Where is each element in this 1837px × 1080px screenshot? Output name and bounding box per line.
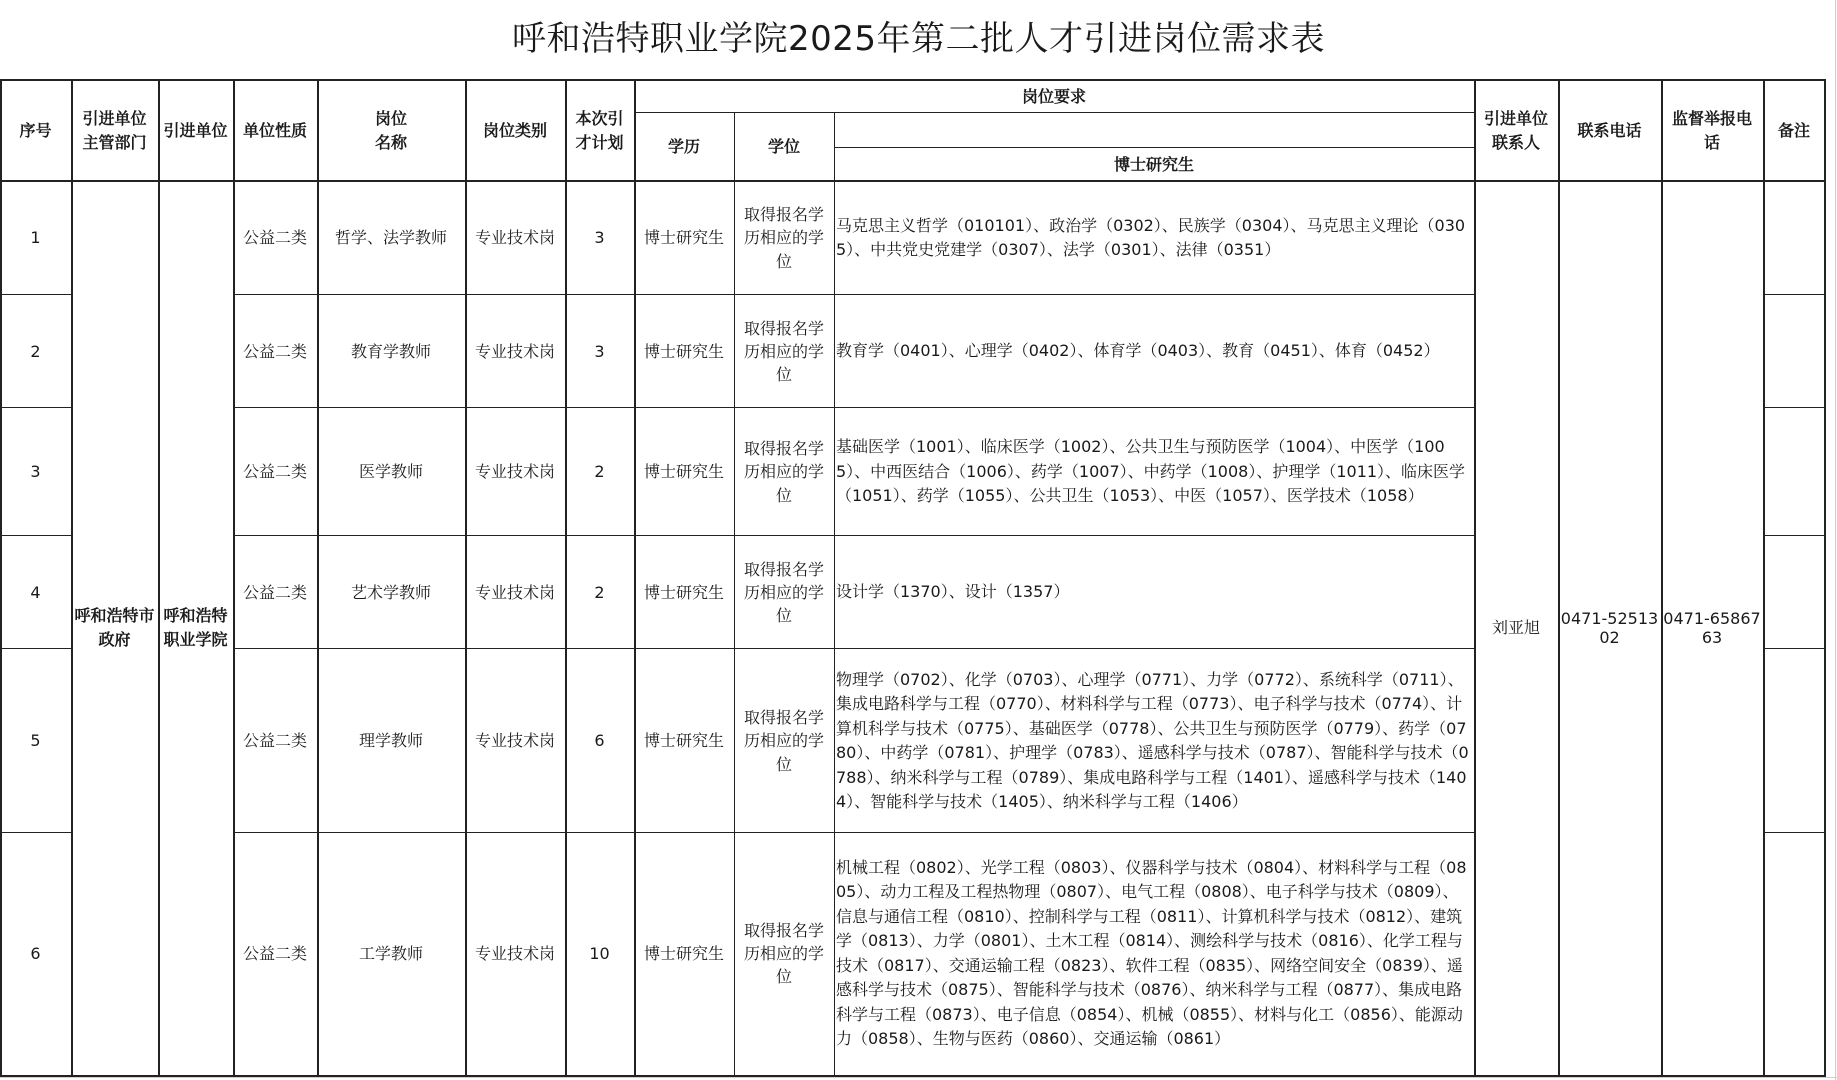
grid-line: [1763, 294, 1826, 295]
row-4-edu: 博士研究生: [643, 582, 724, 602]
row-4-plan: 2: [594, 582, 605, 602]
row-5-majors: 物理学（0702）、化学（0703）、心理学（0771）、力学（0772）、系统科学（0711）、集成电路科学与工程（0770）、材料科学与工程（0773）、电子科学与技术（0774）、计算机科学与技术（0775）、基础医学（0778）、公共卫生与预防医学（0779）、药学（0780）、中药学（0781）、护理学（0783）、遥感科学与技术（0787）、智能科学与技术（0788）、纳米科学与工程（0789）、集成电路科学与工程（1401）、遥感科学与技术（1404）、智能科学与技术（1405）、纳米科学与工程（1406）: [836, 669, 1469, 811]
row-4-degree: 取得报名学历相应的学位: [743, 559, 824, 626]
header-dept: 引进单位主管部门: [82, 109, 147, 152]
contact-cell: 刘亚旭: [1491, 617, 1540, 637]
row-2-seq: 2: [30, 341, 41, 361]
grid-line: [1835, 0, 1836, 1080]
row-2-post-type: 专业技术岗: [474, 341, 555, 361]
row-6-majors: 机械工程（0802）、光学工程（0803）、仪器科学与技术（0804）、材料科学与工程（0805）、动力工程及工程热物理（0807）、电气工程（0808）、电子科学与技术（0809）、信息与通信工程（0810）、控制科学与工程（0811）、计算机科学与技术（0812）、建筑学（0813）、力学（0801）、土木工程（0814）、测绘科学与技术（0816）、化学工程与技术（0817）、交通运输工程（0823）、软件工程（0835）、网络空间安全（0839）、遥感科学与技术（0875）、智能科学与技术（0876）、纳米科学与工程（0877）、集成电路科学与工程（0873）、电子信息（0854）、机械（0855）、材料与化工（0856）、能源动力（0858）、生物与医药（0860）、交通运输（0861）: [836, 857, 1467, 1048]
row-6-degree: 取得报名学历相应的学位: [743, 920, 824, 987]
row-3-post-name: 医学教师: [358, 462, 423, 482]
row-1-post-type: 专业技术岗: [474, 228, 555, 248]
row-2-degree: 取得报名学历相应的学位: [743, 318, 824, 385]
grid-line: [1824, 79, 1826, 1076]
row-1-degree: 取得报名学历相应的学位: [743, 205, 824, 271]
row-1-plan: 3: [594, 228, 605, 248]
row-4-nature: 公益二类: [242, 582, 307, 602]
row-3-edu: 博士研究生: [643, 462, 724, 482]
dept-cell: 呼和浩特市政府: [74, 606, 155, 649]
grid-line: [1763, 648, 1826, 649]
row-1-seq: 1: [30, 228, 41, 248]
row-6-nature: 公益二类: [242, 943, 307, 963]
unit-cell: 呼和浩特职业学院: [163, 606, 228, 649]
row-5-degree: 取得报名学历相应的学位: [743, 708, 824, 774]
row-6-plan: 10: [589, 943, 610, 963]
row-3-seq: 3: [30, 462, 41, 482]
row-3-post-type: 专业技术岗: [474, 462, 555, 482]
header-plan: 本次引才计划: [575, 109, 624, 152]
grid-line: [1763, 407, 1826, 408]
row-1-majors: 马克思主义哲学（010101）、政治学（0302）、民族学（0304）、马克思主义理论（0305）、中共党史党建学（0307）、法学（0301）、法律（0351）: [836, 215, 1466, 259]
phone-cell: 0471-5251302: [1560, 608, 1659, 647]
header-requirements: 岗位要求: [1021, 86, 1086, 106]
row-2-majors: 教育学（0401）、心理学（0402）、体育学（0403）、教育（0451）、体育（0452）: [836, 341, 1440, 361]
row-3-nature: 公益二类: [242, 462, 307, 482]
row-4-majors: 设计学（1370）、设计（1357）: [836, 582, 1070, 602]
row-1-post-name: 哲学、法学教师: [334, 228, 447, 248]
header-seq: 序号: [19, 120, 52, 140]
row-3-plan: 2: [594, 462, 605, 482]
grid-line: [0, 1077, 1837, 1078]
row-5-post-type: 专业技术岗: [474, 731, 555, 751]
header-post-type: 岗位类别: [482, 120, 547, 140]
row-3-degree: 取得报名学历相应的学位: [743, 439, 824, 505]
header-edu: 学历: [667, 137, 700, 157]
grid-line: [1763, 832, 1826, 833]
row-6-seq: 6: [30, 943, 41, 963]
row-1-edu: 博士研究生: [643, 228, 724, 248]
header-contact: 引进单位联系人: [1483, 109, 1548, 152]
page-title: 呼和浩特职业学院2025年第二批人才引进岗位需求表: [511, 19, 1326, 59]
grid-line: [1763, 535, 1826, 536]
row-4-seq: 4: [30, 582, 41, 602]
row-5-post-name: 理学教师: [358, 731, 423, 751]
row-2-edu: 博士研究生: [643, 341, 724, 361]
header-phone: 联系电话: [1577, 120, 1642, 140]
row-4-post-name: 艺术学教师: [350, 582, 431, 602]
header-nature: 单位性质: [242, 120, 307, 140]
grid-line: [1763, 79, 1765, 1076]
row-6-edu: 博士研究生: [643, 943, 724, 963]
row-5-seq: 5: [30, 731, 41, 751]
row-6-post-type: 专业技术岗: [474, 943, 555, 963]
row-2-post-name: 教育学教师: [350, 341, 431, 361]
report-phone-cell: 0471-6586763: [1663, 608, 1761, 647]
row-5-nature: 公益二类: [242, 731, 307, 751]
header-degree: 学位: [767, 137, 800, 157]
row-3-majors: 基础医学（1001）、临床医学（1002）、公共卫生与预防医学（1004）、中医学（1005）、中西医结合（1006）、药学（1007）、中药学（1008）、护理学（1011）、临床医学（1051）、药学（1055）、公共卫生（1053）、中医（1057）、医学技术（1058）: [836, 437, 1466, 506]
row-4-post-type: 专业技术岗: [474, 582, 555, 602]
row-2-plan: 3: [594, 341, 605, 361]
row-1-nature: 公益二类: [242, 228, 307, 248]
header-post-name: 岗位 名称: [374, 109, 407, 152]
header-doctor: 博士研究生: [1113, 154, 1194, 174]
header-report-phone: 监督举报电话: [1671, 109, 1752, 152]
row-5-edu: 博士研究生: [643, 731, 724, 751]
row-2-nature: 公益二类: [242, 341, 307, 361]
row-5-plan: 6: [594, 731, 605, 751]
header-remark: 备注: [1777, 120, 1810, 140]
row-6-post-name: 工学教师: [358, 943, 423, 963]
header-unit: 引进单位: [163, 120, 228, 140]
